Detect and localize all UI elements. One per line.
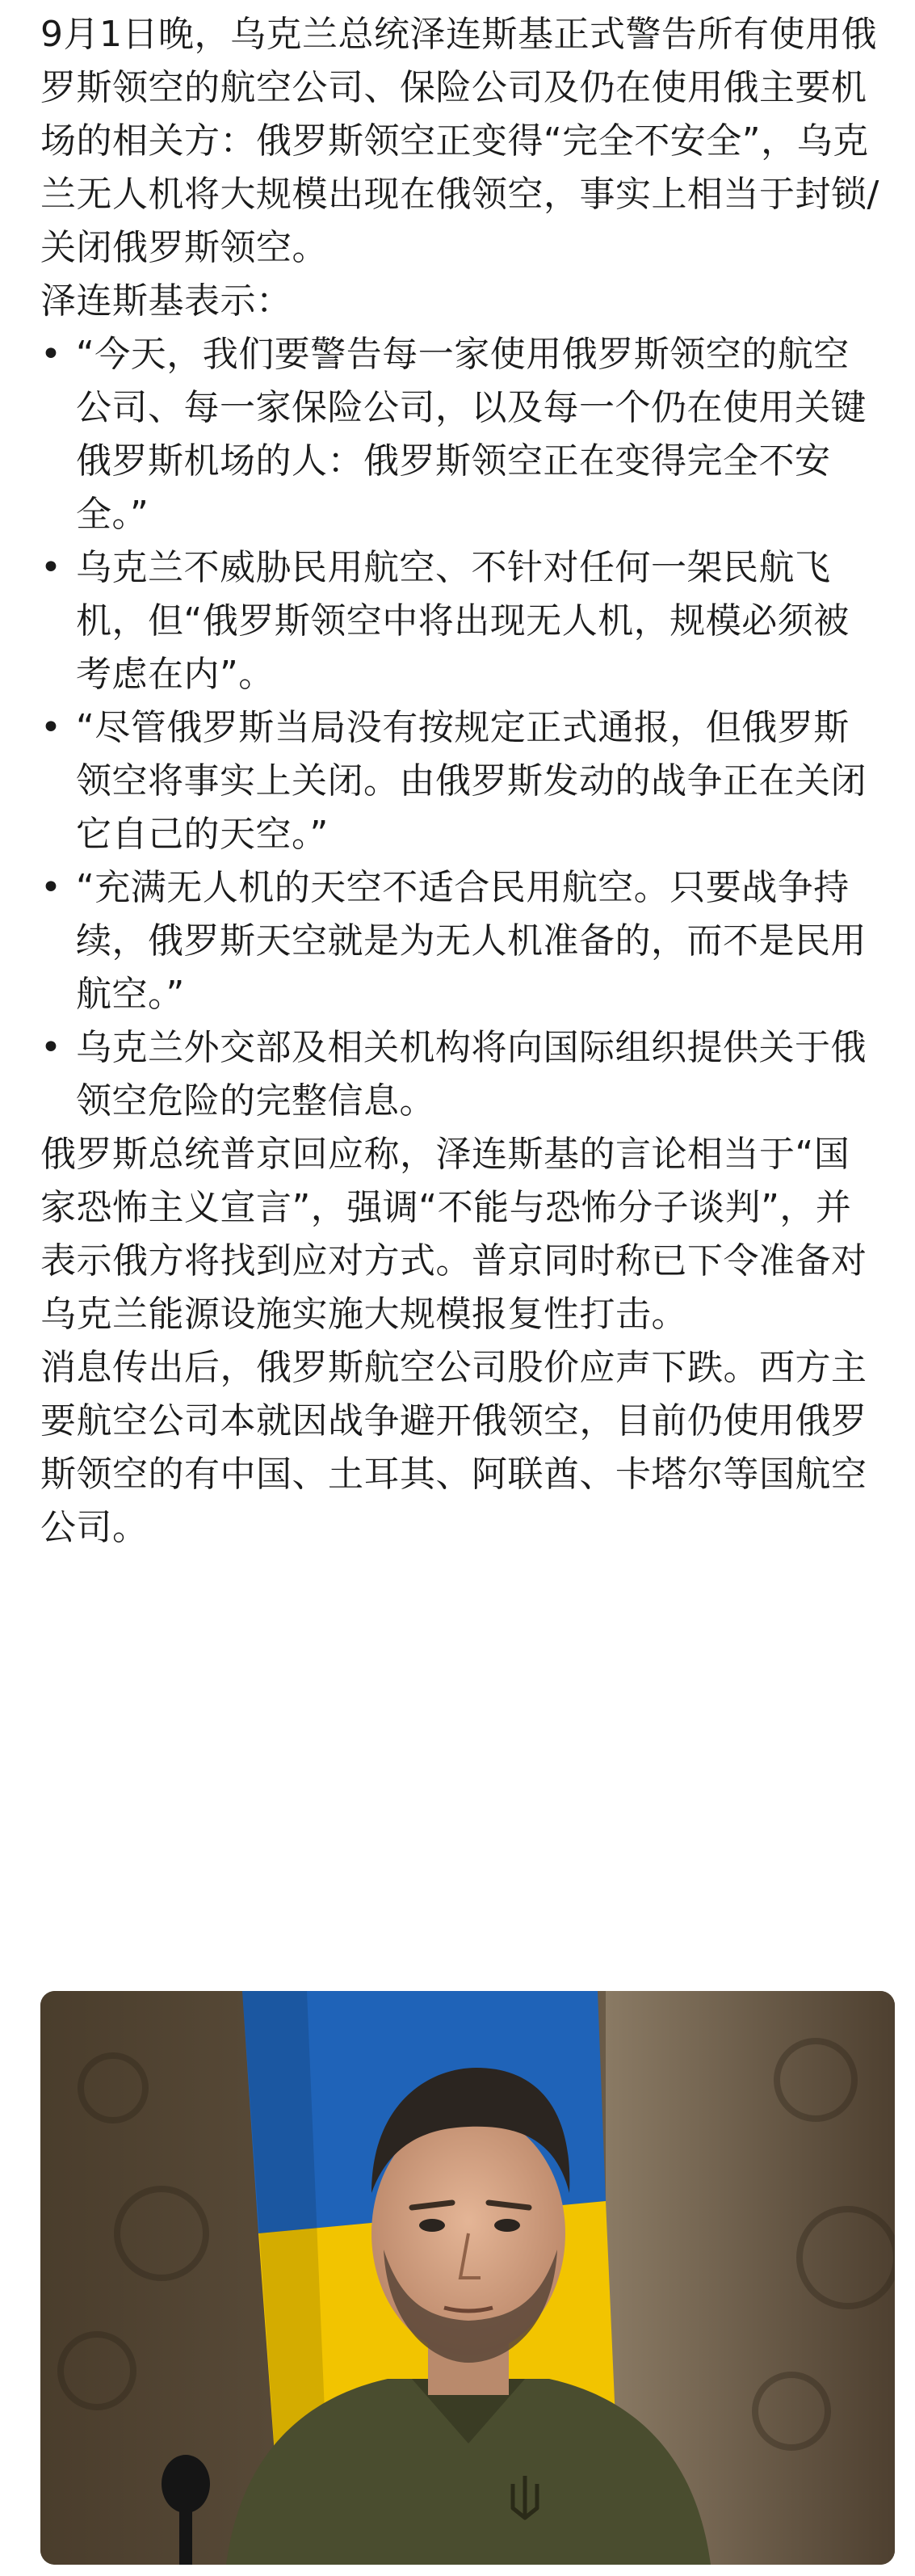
putin-paragraph: 俄罗斯总统普京回应称，泽连斯基的言论相当于“国家恐怖主义宣言”，强调“不能与恐怖分子谈判”，并表示俄方将找到应对方式。普京同时称已下令准备对乌克兰能源设施实施大规模报复性打击。 [40, 1134, 867, 1335]
quote-bullet [40, 541, 880, 701]
bullet-dot: • [40, 334, 61, 375]
portrait-illustration [40, 1991, 895, 2565]
lead-line: 泽连斯基表示： [40, 280, 292, 322]
bullet-dot: • [40, 707, 61, 748]
bullet-text: 乌克兰外交部及相关机构将向国际组织提供关于俄领空危险的完整信息。 [76, 1027, 867, 1122]
quote-bullet [40, 701, 880, 861]
right-eye [494, 2219, 520, 2232]
quote-bullet [40, 1021, 880, 1128]
intro-paragraph: 9月1日晚，乌克兰总统泽连斯基正式警告所有使用俄罗斯领空的航空公司、保险公司及仍在使用俄主要机场的相关方：俄罗斯领空正变得“完全不安全”，乌克兰无人机将大规模出现在俄领空，事实上相当于封锁/关闭俄罗斯领空。 [40, 14, 879, 268]
bullet-dot: • [40, 867, 61, 908]
bullet-dot: • [40, 547, 61, 588]
article-photo[interactable] [40, 1991, 895, 2565]
quote-bullet [40, 861, 880, 1021]
left-eye [419, 2219, 445, 2232]
market-paragraph: 消息传出后，俄罗斯航空公司股价应声下跌。西方主要航空公司本就因战争避开俄领空，目前仍使用俄罗斯领空的有中国、土耳其、阿联酋、卡塔尔等国航空公司。 [40, 1347, 867, 1548]
bullet-text: “今天，我们要警告每一家使用俄罗斯领空的航空公司、每一家保险公司，以及每一个仍在使用关键俄罗斯机场的人：俄罗斯领空正在变得完全不安全。” [76, 334, 867, 535]
bullet-text: 乌克兰不威胁民用航空、不针对任何一架民航飞机，但“俄罗斯领空中将出现无人机，规模必须被考虑在内”。 [76, 547, 850, 695]
bullet-text: “充满无人机的天空不适合民用航空。只要战争持续，俄罗斯天空就是为无人机准备的，而不是民用航空。” [76, 867, 867, 1015]
bullet-text: “尽管俄罗斯当局没有按规定正式通报，但俄罗斯领空将事实上关闭。由俄罗斯发动的战争正在关闭它自己的天空。” [76, 707, 867, 855]
bullet-dot: • [40, 1027, 61, 1068]
quote-bullet [40, 328, 880, 541]
article-body [40, 8, 880, 1555]
